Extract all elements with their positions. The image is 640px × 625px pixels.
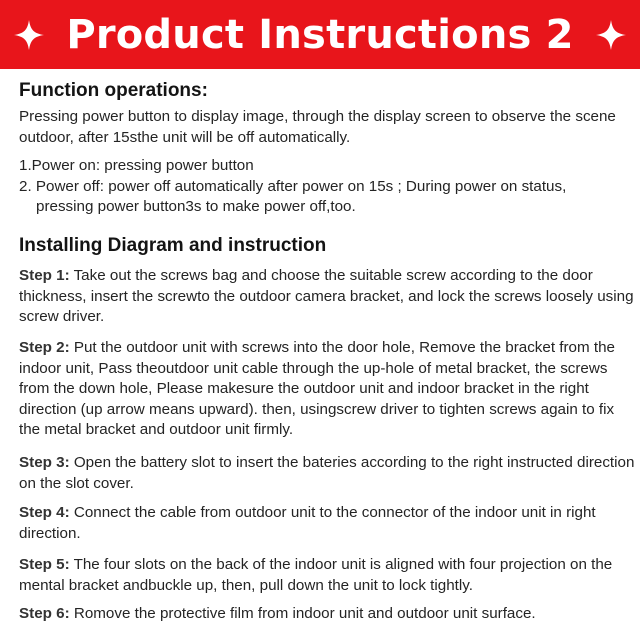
step-label: Step 1: xyxy=(19,267,70,284)
step-text: The four slots on the back of the indoor unit is aligned with four projection on the mental bracket andbuckle up, then, pull down the unit to lock tightly. xyxy=(19,556,613,594)
function-intro: Pressing power button to display image, through the display screen to observe the scene outdoor, after 15sthe unit will be off automatically. xyxy=(19,108,616,146)
step-6 xyxy=(19,604,635,625)
step-4 xyxy=(19,503,635,544)
step-3 xyxy=(19,453,635,494)
four-point-star-icon xyxy=(14,20,44,50)
step-text: Put the outdoor unit with screws into the door hole, Remove the bracket from the indoor unit, Pass theoutdoor unit cable through the up-hole of metal bracket, the screws from the down hole, Please makesure the outdoor unit and indoor bracket in the right direction (up arrow means upward). then, usingscrew driver to tighten screws again to fix the metal bracket and outdoor unit firmly. xyxy=(19,339,615,438)
step-text: Connect the cable from outdoor unit to the connector of the indoor unit in right direction. xyxy=(19,504,596,542)
step-text: Open the battery slot to insert the bateries according to the right instructed direction on the slot cover. xyxy=(19,454,635,492)
function-heading: Function operations: xyxy=(19,80,208,101)
step-1 xyxy=(19,266,635,328)
page-title: Product Instructions 2 xyxy=(66,11,574,58)
installing-heading: Installing Diagram and instruction xyxy=(19,235,327,256)
header-banner xyxy=(0,0,640,69)
step-label: Step 3: xyxy=(19,454,70,471)
step-label: Step 6: xyxy=(19,605,70,622)
step-text: Take out the screws bag and choose the suitable screw according to the door thickness, insert the screwto the outdoor camera bracket, and lock the screws loosely using screw driver. xyxy=(19,267,634,325)
four-point-star-icon xyxy=(596,20,626,50)
power-off-item-continued: pressing power button3s to make power off,too. xyxy=(36,198,356,215)
step-label: Step 5: xyxy=(19,556,70,573)
power-off-item: 2. Power off: power off automatically after power on 15s ; During power on status, xyxy=(19,178,567,195)
step-label: Step 2: xyxy=(19,339,70,356)
step-2 xyxy=(19,338,635,441)
power-on-item: 1.Power on: pressing power button xyxy=(19,157,254,174)
step-label: Step 4: xyxy=(19,504,70,521)
step-5 xyxy=(19,555,635,596)
step-text: Romove the protective film from indoor unit and outdoor unit surface. xyxy=(69,605,536,622)
